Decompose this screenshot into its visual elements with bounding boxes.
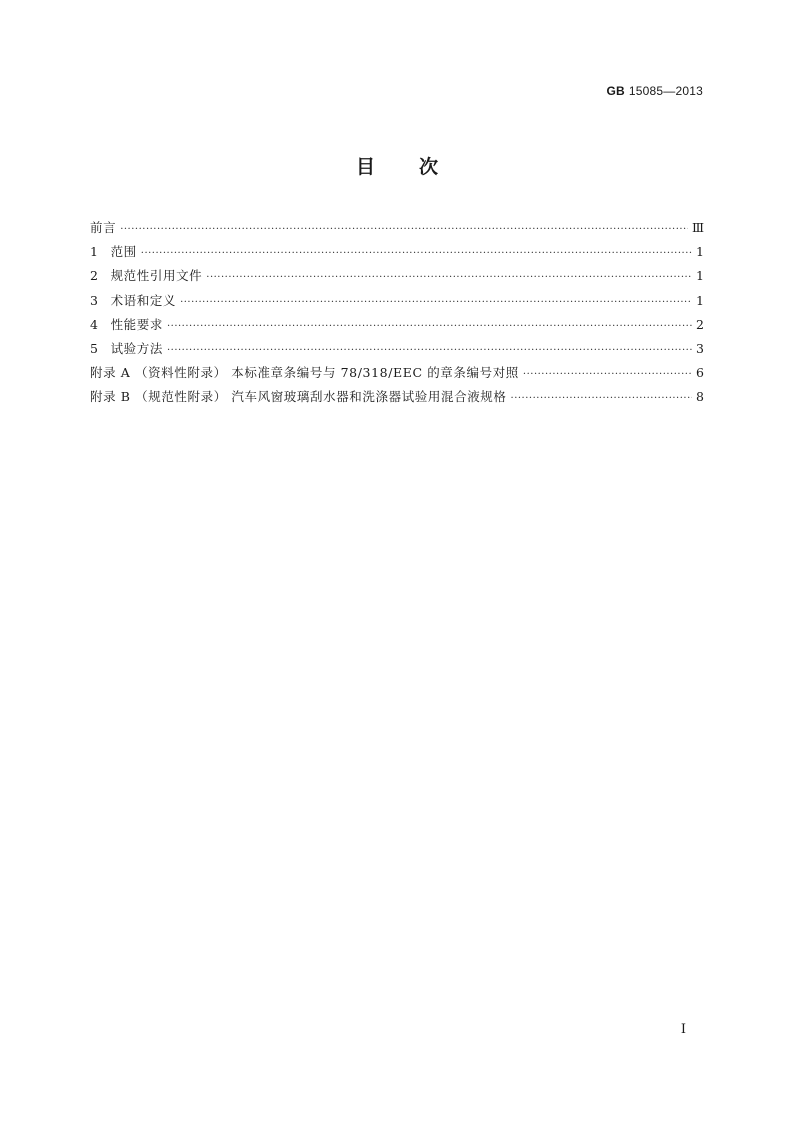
toc-entry-text: 术语和定义	[110, 292, 177, 308]
toc-entry-foreword[interactable]	[90, 216, 704, 240]
toc-entry-label: 附录 B （规范性附录） 汽车风窗玻璃刮水器和洗涤器试验用混合液规格	[90, 389, 507, 405]
toc-entry-page: 1	[696, 244, 704, 260]
page-title: 目次	[355, 156, 482, 178]
toc-leader-dots	[523, 363, 692, 387]
toc-entry-text: 规范性引用文件	[110, 268, 203, 284]
toc-entry-test-methods[interactable]	[90, 337, 704, 361]
toc-entry-text: 试验方法	[110, 340, 163, 356]
toc-entry-page: 8	[696, 389, 704, 405]
toc-entry-label	[90, 264, 202, 288]
standard-prefix: GB	[606, 84, 625, 98]
standard-code	[607, 84, 703, 98]
toc-entry-label: 前言	[90, 220, 117, 235]
toc-entry-page: 2	[696, 316, 704, 332]
toc-leader-dots	[511, 387, 692, 411]
toc-entry-page: 6	[696, 365, 704, 381]
toc-entry-terms-definitions[interactable]	[90, 289, 704, 313]
toc-leader-dots	[120, 218, 688, 242]
toc-entry-label	[90, 289, 176, 313]
toc-entry-page: 1	[696, 268, 704, 284]
toc-entry-label: 附录 A （资料性附录） 本标准章条编号与 78/318/EEC 的章条编号对照	[90, 365, 519, 381]
toc-entry-label	[90, 313, 163, 337]
toc-entry-number: 2	[90, 268, 99, 284]
toc-entry-text: 范围	[110, 244, 137, 260]
toc-entry-page: Ⅲ	[691, 220, 704, 235]
toc-entry-scope[interactable]	[90, 240, 704, 264]
toc-entry-annex-a[interactable]	[90, 361, 704, 385]
standard-number: 15085—2013	[628, 84, 703, 98]
toc-entry-page: 3	[696, 340, 704, 356]
toc-entry-label	[90, 337, 163, 361]
toc-leader-dots	[206, 266, 692, 290]
toc-entry-normative-references[interactable]	[90, 264, 704, 288]
toc-entry-number: 1	[90, 244, 99, 260]
toc-entry-number: 4	[90, 316, 99, 332]
toc-entry-label	[90, 240, 137, 264]
toc-entry-annex-b[interactable]	[90, 385, 704, 409]
page-number: I	[680, 1022, 686, 1037]
toc-leader-dots	[167, 339, 692, 363]
toc-entry-text: 性能要求	[110, 316, 163, 332]
toc-entry-page: 1	[696, 292, 704, 308]
toc-entry-performance-requirements[interactable]	[90, 313, 704, 337]
toc-leader-dots	[141, 242, 692, 266]
toc-entry-number: 5	[90, 340, 99, 356]
table-of-contents	[90, 216, 704, 410]
toc-leader-dots	[167, 315, 692, 339]
toc-leader-dots	[180, 291, 692, 315]
toc-entry-number: 3	[90, 292, 99, 308]
